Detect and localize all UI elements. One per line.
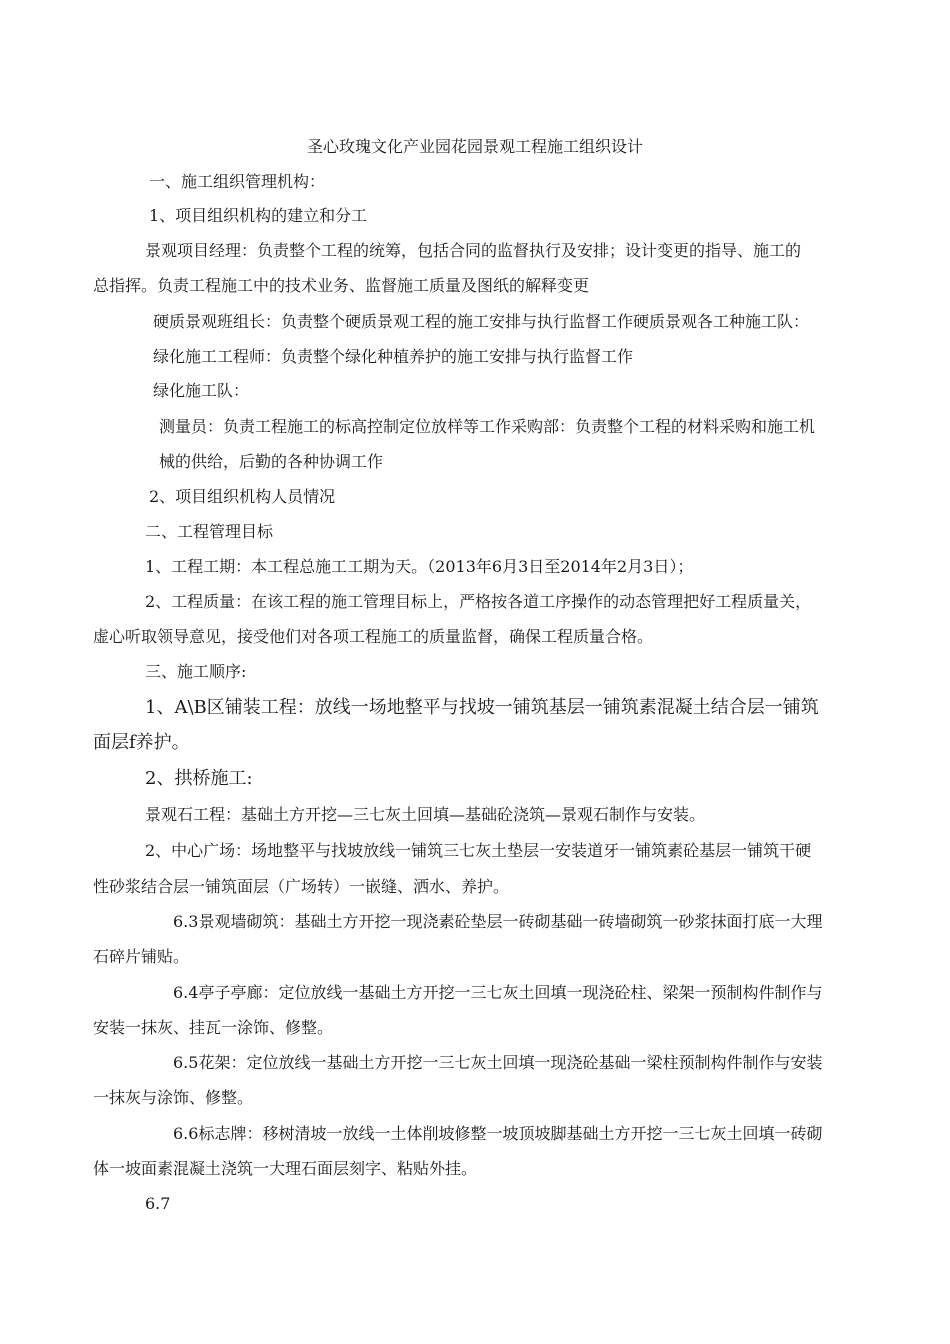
section-heading-1: 一、施工组织管理机构： bbox=[149, 172, 326, 191]
paragraph-line: 6.5花架：定位放线一基础土方开挖一三七灰土回填一现浇砼基础一梁柱预制构件制作与安装 bbox=[173, 1053, 823, 1072]
document-title: 圣心玫瑰文化产业园花园景观工程施工组织设计 bbox=[306, 137, 643, 156]
paragraph-line: 绿化施工工程师：负责整个绿化种植养护的施工安排与执行监督工作 bbox=[153, 347, 634, 366]
paragraph-line: 一抹灰与涂饰、修整。 bbox=[93, 1088, 254, 1107]
paragraph-line: 景观石工程：基础土方开挖—三七灰土回填—基础砼浇筑—景观石制作与安装。 bbox=[145, 805, 706, 824]
paragraph-line: 安装一抹灰、挂瓦一涂饰、修整。 bbox=[93, 1018, 334, 1037]
paragraph-line: 面层f养护。 bbox=[93, 732, 190, 753]
paragraph-line: 测量员：负责工程施工的标高控制定位放样等工作采购部：负责整个工程的材料采购和施工机 bbox=[159, 417, 816, 436]
paragraph-line: 虚心听取领导意见，接受他们对各项工程施工的质量监督，确保工程质量合格。 bbox=[93, 627, 654, 646]
subsection-heading: 1、项目组织机构的建立和分工 bbox=[149, 206, 368, 225]
paragraph-line: 性砂浆结合层一铺筑面层（广场转）一嵌缝、洒水、养护。 bbox=[93, 877, 510, 896]
paragraph-line: 1、A\B区铺装工程：放线一场地整平与找坡一铺筑基层一铺筑素混凝土结合层一铺筑 bbox=[145, 697, 819, 718]
subsection-heading: 2、项目组织机构人员情况 bbox=[149, 487, 336, 506]
paragraph-line: 1、工程工期：本工程总施工工期为天。（2013年6月3日至2014年2月3日）； bbox=[145, 557, 694, 576]
paragraph-line: 2、工程质量：在该工程的施工管理目标上，严格按各道工序操作的动态管理把好工程质量关， bbox=[145, 592, 812, 611]
paragraph-line: 景观项目经理：负责整个工程的统筹，包括合同的监督执行及安排；设计变更的指导、施工的 bbox=[145, 241, 802, 260]
paragraph-line: 2、中心广场：场地整平与找坡放线一铺筑三七灰土垫层一安装道牙一铺筑素砼基层一铺筑干硬 bbox=[145, 841, 812, 860]
paragraph-line: 总指挥。负责工程施工中的技术业务、监督施工质量及图纸的解释变更 bbox=[93, 276, 590, 295]
section-heading-2: 二、工程管理目标 bbox=[145, 522, 274, 541]
paragraph-line: 6.3景观墙砌筑：基础土方开挖一现浇素砼垫层一砖砌基础一砖墙砌筑一砂浆抹面打底一大理 bbox=[173, 912, 823, 931]
paragraph-line: 6.7 bbox=[145, 1194, 171, 1213]
paragraph-line: 6.4亭子亭廊：定位放线一基础土方开挖一三七灰土回填一现浇砼柱、梁架一预制构件制作与 bbox=[173, 983, 823, 1002]
paragraph-line: 2、拱桥施工: bbox=[145, 768, 253, 789]
paragraph-line: 6.6标志牌：移树清坡一放线一土体削坡修整一坡顶坡脚基础土方开挖一三七灰土回填一砖砌 bbox=[173, 1124, 823, 1143]
paragraph-line: 绿化施工队： bbox=[153, 381, 250, 400]
paragraph-line: 体一坡面素混凝土浇筑一大理石面层刻字、粘贴外挂。 bbox=[93, 1159, 478, 1178]
section-heading-3: 三、施工顺序: bbox=[145, 662, 247, 681]
paragraph-line: 硬质景观班组长：负责整个硬质景观工程的施工安排与执行监督工作硬质景观各工种施工队： bbox=[153, 312, 810, 331]
paragraph-line: 石碎片铺贴。 bbox=[93, 947, 190, 966]
paragraph-line: 械的供给，后勤的各种协调工作 bbox=[159, 452, 384, 471]
